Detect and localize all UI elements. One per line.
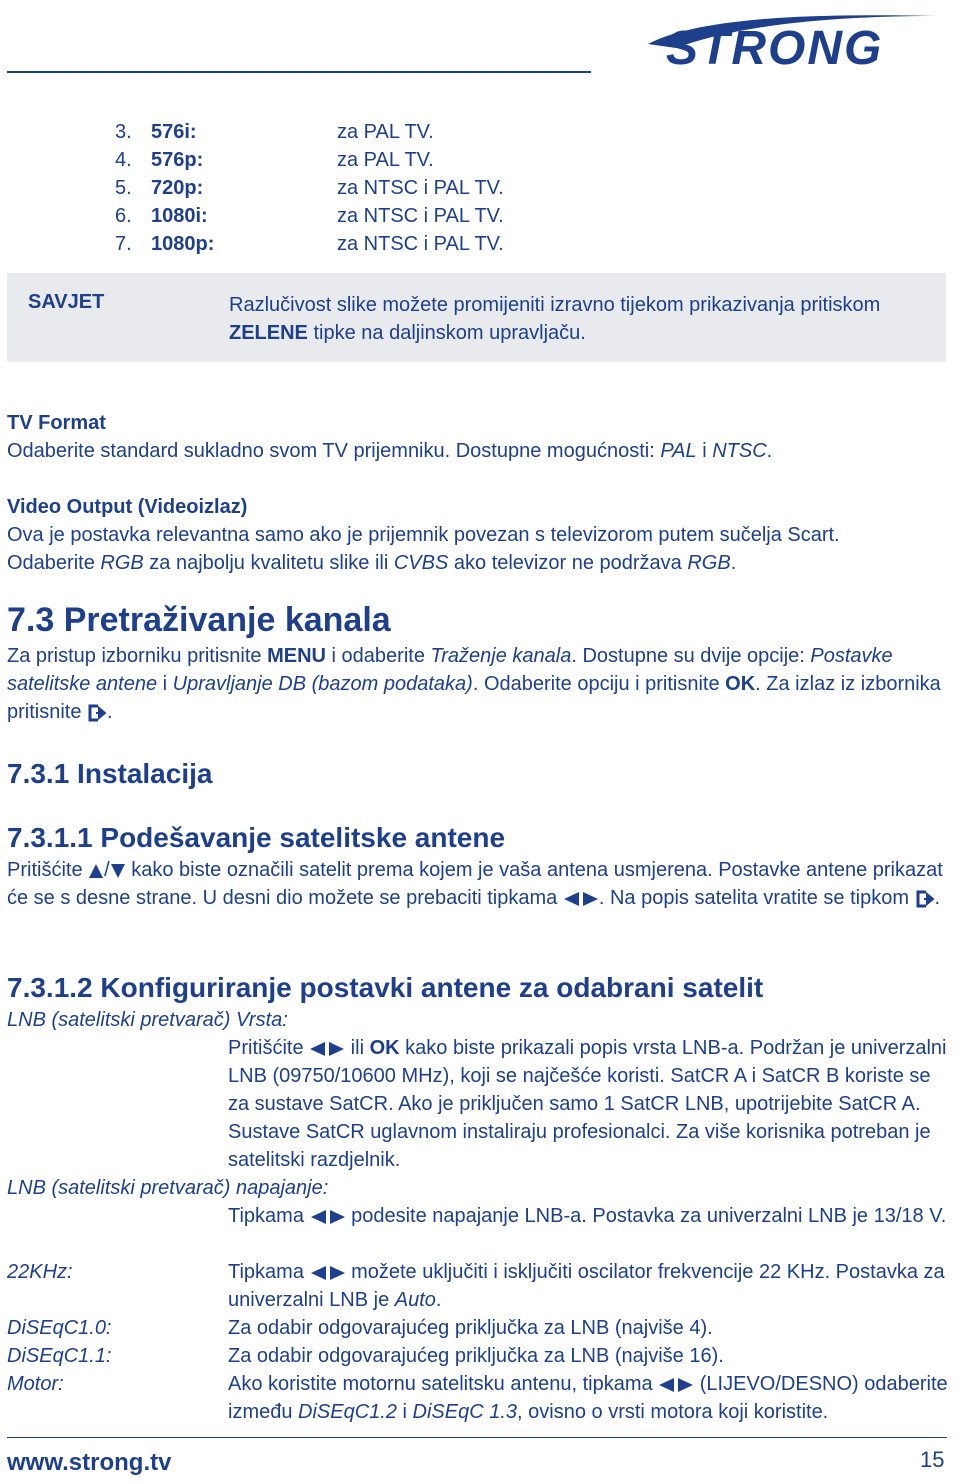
note-label: SAVJET: [28, 291, 105, 313]
diseqc10-text: Za odabir odgovarajućeg priključka za LNB (najviše 4).: [228, 1317, 713, 1339]
page-number: 15: [920, 1447, 945, 1472]
lnb-power-text: Tipkama podesite napajanje LNB-a. Postavka za univerzalni LNB je 13/18 V.: [228, 1205, 947, 1227]
motor-text: Ako koristite motornu satelitsku antenu, tipkama (LIJEVO/DESNO) odaberite između DiSEqC1.2 i DiSEqC 1.3, ovisno o vrsti motora koji koristite.: [228, 1373, 948, 1423]
lnb-type-label: LNB (satelitski pretvarač) Vrsta:: [7, 1009, 288, 1031]
strong-logo: [646, 4, 946, 70]
left-right-arrows-icon: [309, 1041, 345, 1057]
section-7-3-title: 7.3 Pretraživanje kanala: [7, 601, 391, 639]
tv-format-text: Odaberite standard sukladno svom TV prijemniku. Dostupne mogućnosti: PAL i NTSC.: [7, 440, 773, 462]
motor-label: Motor:: [7, 1373, 64, 1395]
header-rule: [7, 71, 591, 73]
diseqc11-label: DiSEqC1.1:: [7, 1345, 112, 1367]
section-7-3-1-1-text: Pritišćite / kako biste označili satelit prema kojem je vaša antena usmjerena. Postavke antene prikazat će se s desne strane. U desni dio možete se prebaciti tipkama . Na popis satelita vratite se tipkom .: [7, 859, 943, 909]
section-7-3-1-title: 7.3.1 Instalacija: [7, 758, 213, 789]
footer-rule: [7, 1437, 947, 1438]
khz-text: Tipkama možete uključiti i isključiti oscilator frekvencije 22 KHz. Postavka za univerzalni LNB je Auto.: [228, 1261, 945, 1311]
left-right-arrows-icon: [563, 891, 599, 907]
footer-url[interactable]: www.strong.tv: [7, 1449, 172, 1476]
arrow-up-icon: [88, 863, 104, 879]
tv-format-title: TV Format: [7, 412, 106, 434]
left-right-arrows-icon: [310, 1265, 346, 1281]
section-7-3-1-2-title: 7.3.1.2 Konfiguriranje postavki antene za odabrani satelit: [7, 972, 764, 1003]
khz-label: 22KHz:: [7, 1261, 73, 1283]
video-output-text: Ova je postavka relevantna samo ako je prijemnik povezan s televizorom putem sučelja Scart. Odaberite RGB za najbolju kvalitetu slike ili CVBS ako televizor ne podržava RGB.: [7, 524, 840, 574]
lnb-power-label: LNB (satelitski pretvarač) napajanje:: [7, 1177, 329, 1199]
video-output-title: Video Output (Videoizlaz): [7, 496, 248, 518]
diseqc10-label: DiSEqC1.0:: [7, 1317, 112, 1339]
exit-icon: [915, 890, 935, 908]
diseqc11-text: Za odabir odgovarajućeg priključka za LNB (najviše 16).: [228, 1345, 724, 1367]
left-right-arrows-icon: [658, 1377, 694, 1393]
section-7-3-1-1-title: 7.3.1.1 Podešavanje satelitske antene: [7, 822, 506, 853]
section-7-3-text: Za pristup izborniku pritisnite MENU i odaberite Traženje kanala. Dostupne su dvije opcije: Postavke satelitske antene i Upravljanje DB (bazom podataka). Odaberite opciju i pritisnite OK. Za izlaz iz izbornika pritisnite .: [7, 645, 941, 723]
note-text: Razlučivost slike možete promijeniti izravno tijekom prikazivanja pritiskom ZELENE tipke na daljinskom upravljaču.: [229, 294, 881, 344]
arrow-down-icon: [110, 863, 126, 879]
lnb-type-text: Pritišćite ili OK kako biste prikazali popis vrsta LNB-a. Podržan je univerzalni LNB (09750/10600 MHz), koji se najčešće koristi. SatCR A i SatCR B koriste se za sustave SatCR. Ako je priključen samo 1 SatCR LNB, upotrijebite SatCR A. Sustave SatCR uglavnom instaliraju profesionalci. Za više korisnika potreban je satelitski razdjelnik.: [228, 1037, 947, 1171]
left-right-arrows-icon: [310, 1209, 346, 1225]
logo-text: STRONG: [666, 22, 884, 70]
exit-icon: [87, 704, 107, 722]
